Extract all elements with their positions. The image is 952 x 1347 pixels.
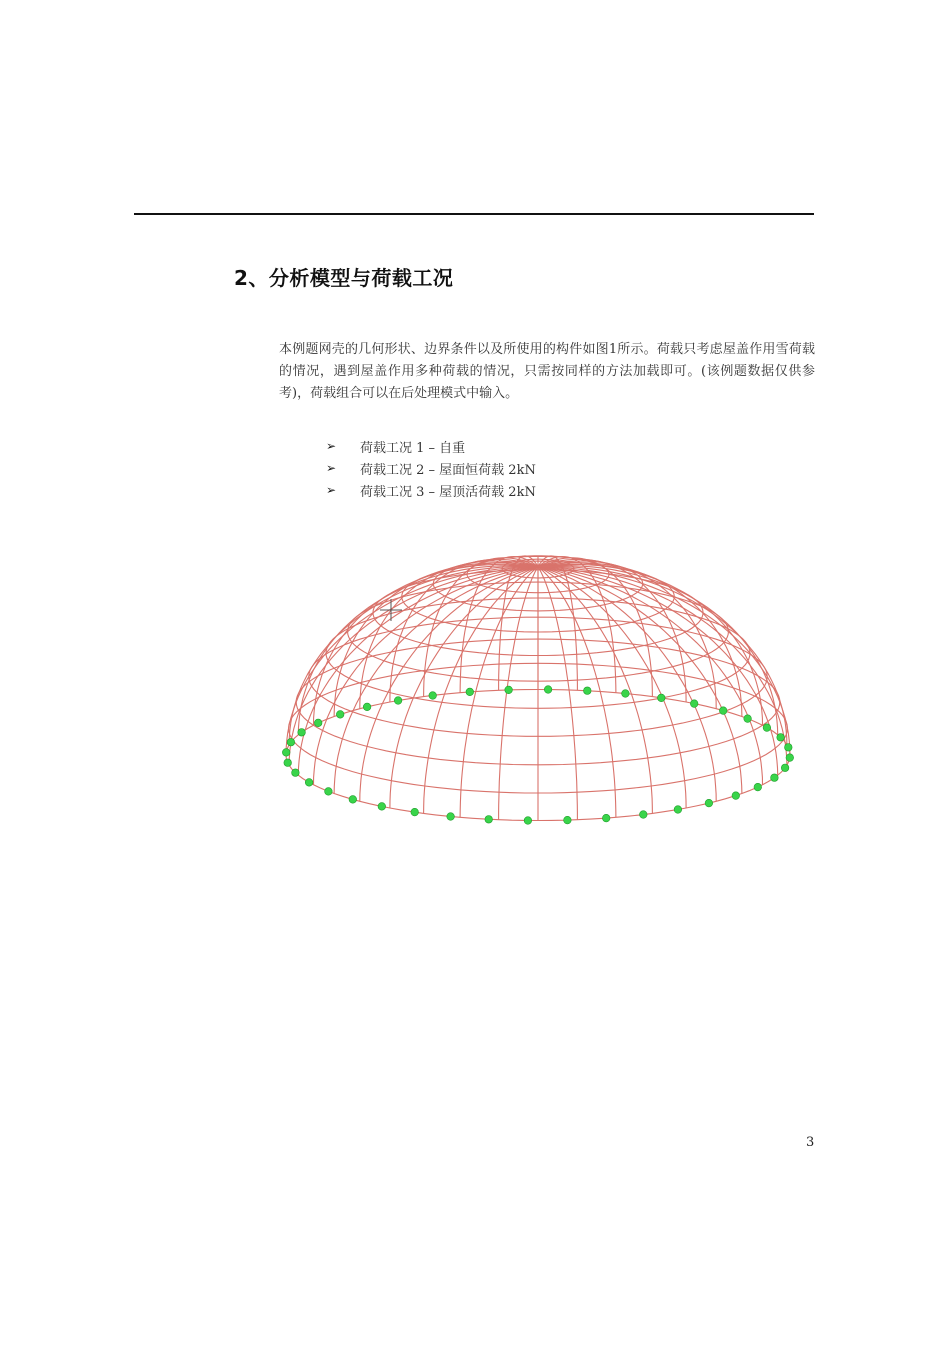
load-case-text: 荷载工况 3 – 屋顶活荷载 2kN [360,484,536,500]
mesh-line [538,564,763,725]
support-node [777,734,785,742]
support-node [394,697,402,705]
support-node [602,814,610,822]
support-node [544,686,552,694]
support-node [314,719,322,727]
support-node [485,816,493,824]
support-node [781,764,789,772]
support-node [411,808,419,816]
support-node [505,686,513,694]
arrow-bullet-icon: ➢ [326,483,337,497]
support-node [298,729,306,737]
support-node [429,692,437,700]
arrow-bullet-icon: ➢ [326,461,337,475]
arrow-bullet-icon: ➢ [326,439,337,453]
support-node [785,744,793,752]
section-title: 2、分析模型与荷载工况 [234,266,454,290]
mesh-line [538,567,577,820]
support-node [466,688,474,696]
support-node [363,703,371,711]
support-node [640,811,648,819]
list-item [326,435,536,457]
support-node [674,806,682,814]
support-node [564,816,572,824]
list-item [326,457,536,479]
support-node [786,754,794,762]
support-node [305,779,313,787]
support-node [622,690,630,698]
support-node [690,700,698,708]
mesh-line [499,567,538,820]
dome-mesh-figure [270,535,830,855]
support-node [732,792,740,800]
page-number: 3 [806,1135,815,1150]
support-node [325,788,333,796]
support-node [287,738,295,746]
support-node [771,774,779,782]
support-node [754,783,762,791]
body-paragraph: 本例题网壳的几何形状、边界条件以及所使用的构件如图1所示。荷载只考虑屋盖作用雪荷载的情况，遇到屋盖作用多种荷载的情况，只需按同样的方法加载即可。(该例题数据仅供参考)，荷载组合可以在后处理模式中输入。 [279,342,815,401]
support-node [524,817,532,825]
support-node [705,799,713,807]
support-node [292,769,300,777]
support-node [378,803,386,811]
support-node [284,759,292,767]
header-rule [134,213,814,215]
mesh-line [314,564,539,725]
list-item [326,479,536,501]
support-node [719,707,727,715]
load-case-text: 荷载工况 1 – 自重 [360,440,466,456]
support-node [744,715,752,723]
support-node [584,687,592,695]
support-node [658,694,666,702]
support-node [282,749,290,757]
support-node [763,724,771,732]
support-node [447,813,455,821]
load-case-text: 荷载工况 2 – 屋面恒荷载 2kN [360,462,536,478]
support-node [336,711,344,719]
dome-mesh-lines [286,556,790,821]
support-node [349,796,357,804]
load-case-list [326,435,536,501]
